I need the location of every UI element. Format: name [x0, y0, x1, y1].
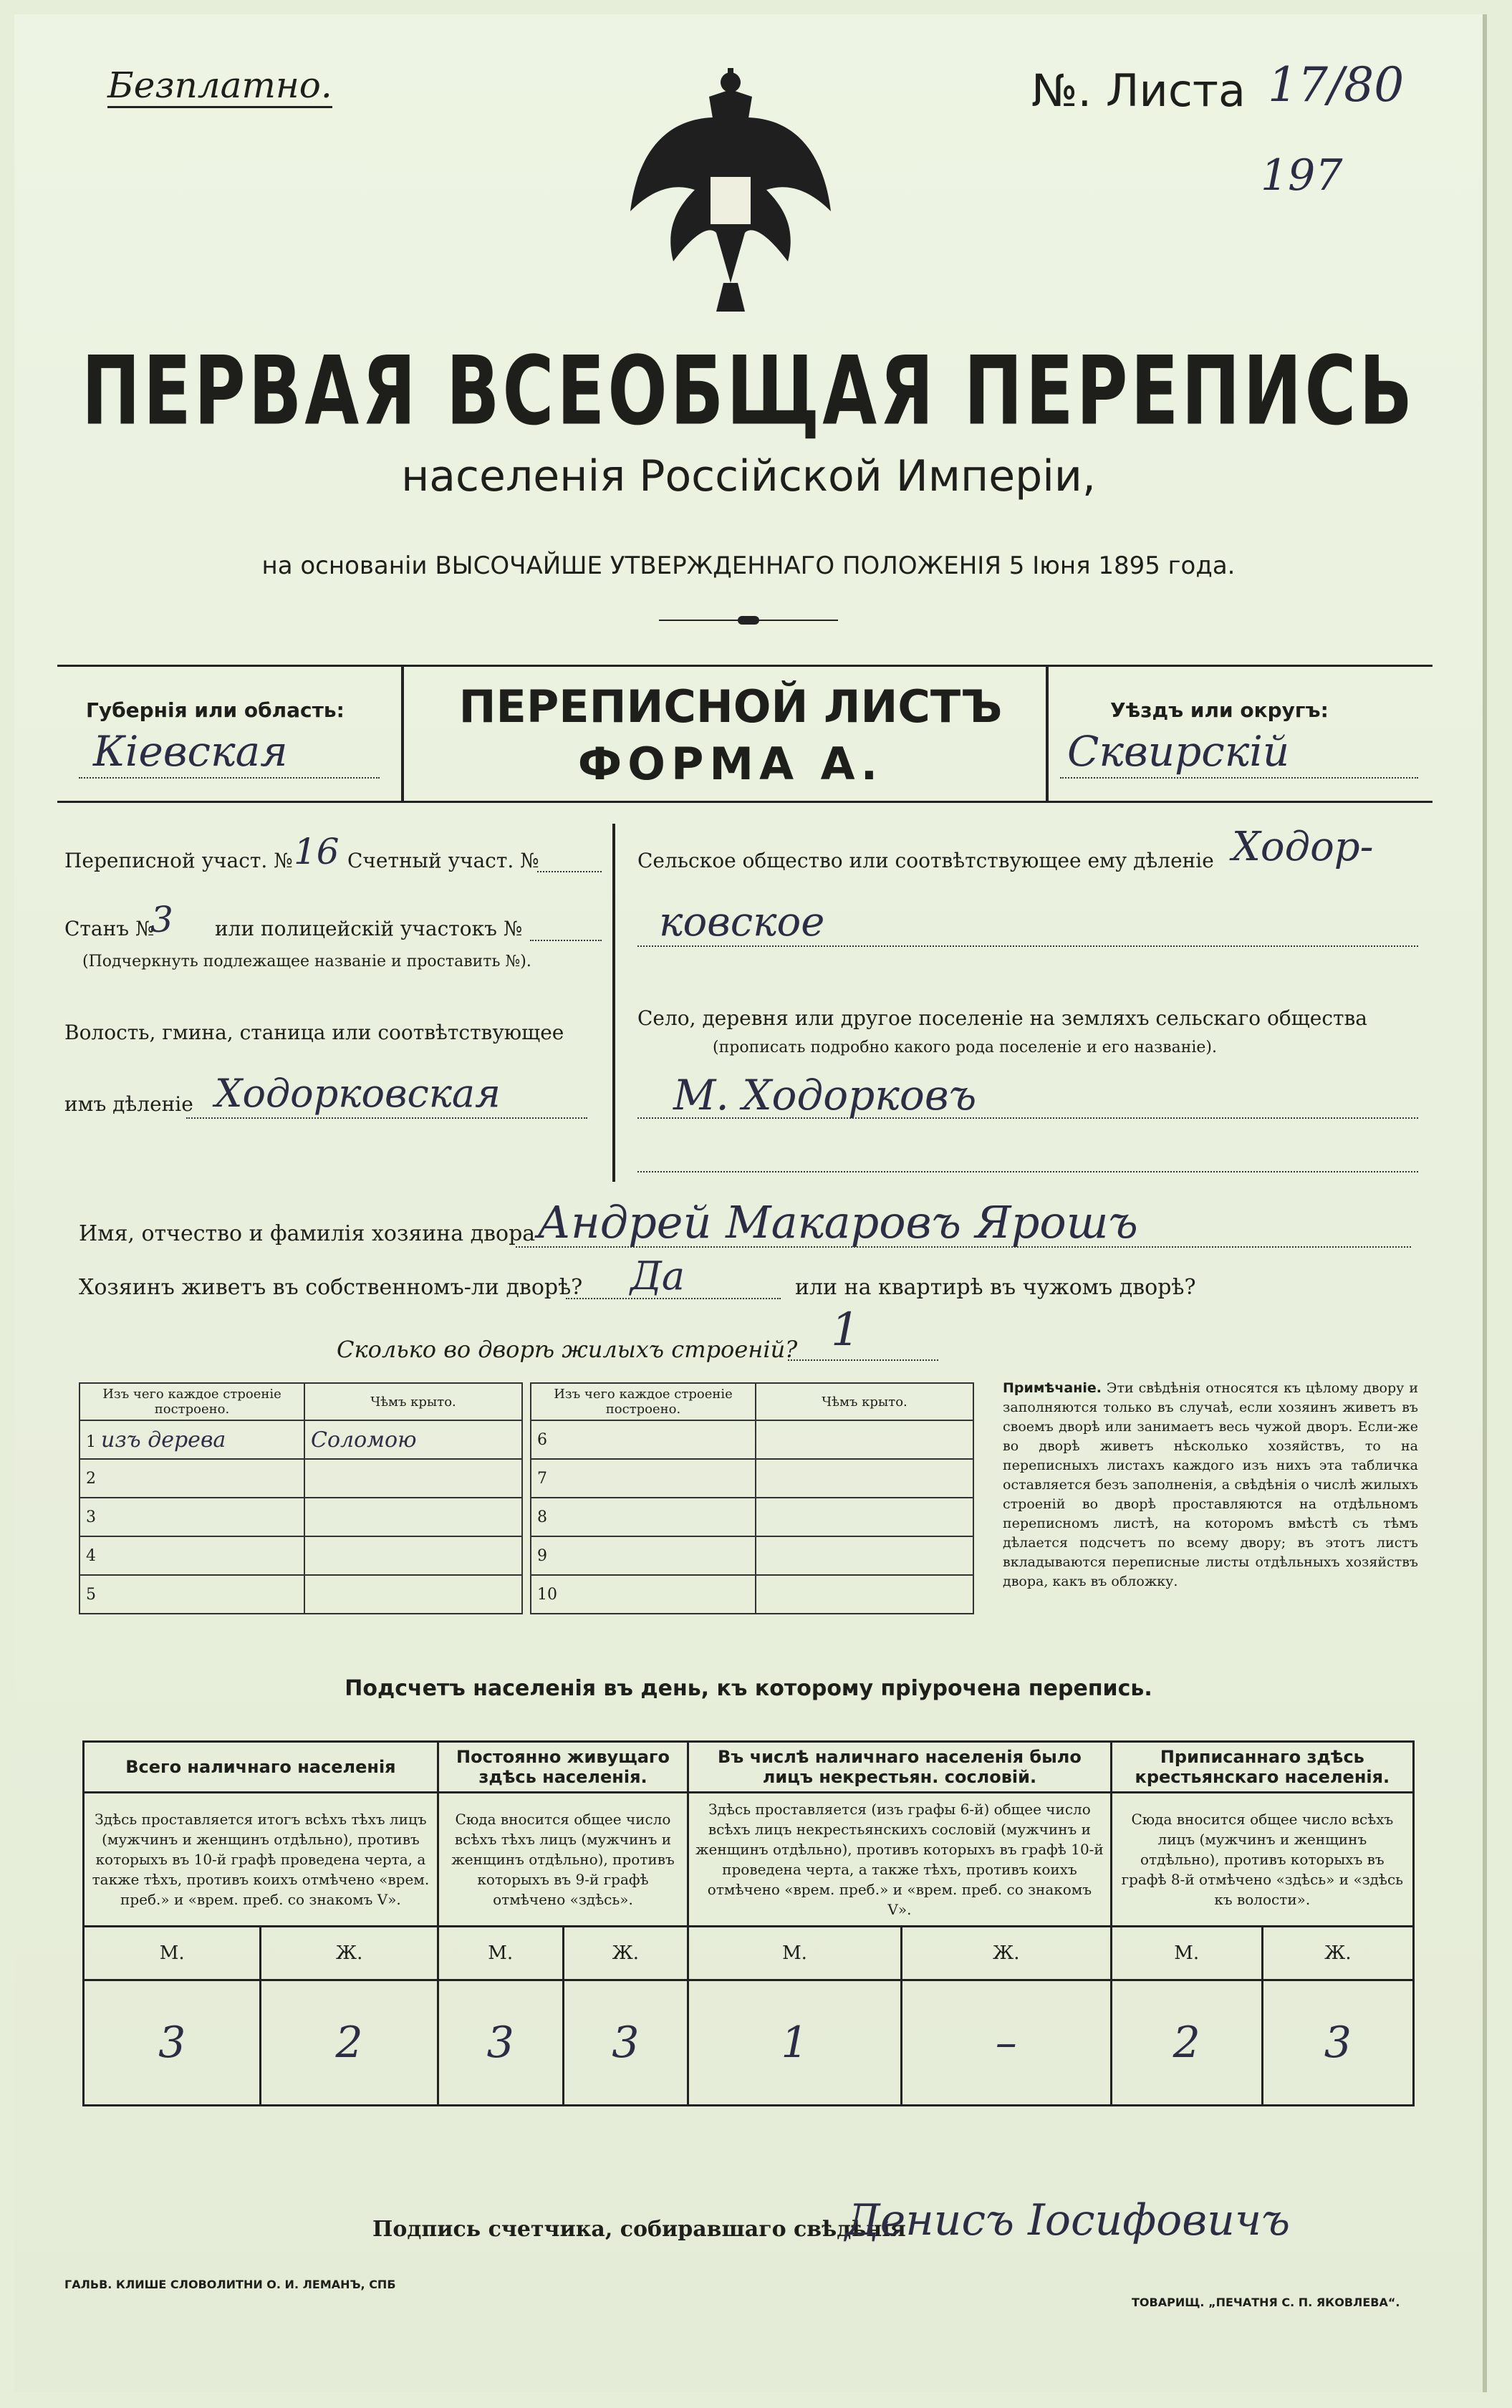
f-label: Ж.	[261, 1927, 438, 1980]
count-values-row	[84, 1980, 1414, 2106]
count-head-registered: Приписаннаго здѣсь крестьянскаго населенія.	[1111, 1742, 1413, 1793]
note-text: Эти свѣдѣнія относятся къ цѣлому двору и заполняются только въ случаѣ, если хозяинъ живетъ въ своемъ дворѣ или занимаетъ весь чужой дворъ. Если-же во дворѣ живетъ нѣсколько хозяйствъ, то на переписныхъ листахъ каждого изъ нихъ эта табличка оставляется безъ заполненія, а свѣдѣнія о числѣ жилыхъ строеній во дворѣ проставляются на отдѣльномъ переписномъ листѣ, на которомъ вмѣстѣ съ тѣмъ дѣлается подсчетъ по всему двору; въ этотъ листъ вкладываются переписные листы отдѣльныхъ хозяйствъ двора, какъ въ обложку.	[1003, 1380, 1418, 1589]
sheet-number: 17/80	[1268, 57, 1405, 112]
total-male: 3	[84, 1980, 261, 2106]
banner-divider-right	[1046, 665, 1049, 803]
volost-label-2: имъ дѣленіе	[64, 1092, 193, 1116]
free-label: Безплатно.	[107, 64, 332, 108]
f-label: Ж.	[1262, 1927, 1413, 1980]
banner-top-rule	[57, 665, 1432, 667]
village-label: Село, деревня или другое поселеніе на земляхъ сельскаго общества	[637, 1006, 1367, 1030]
society-label: Сельское общество или соотвѣтствующее ему дѣленіе	[637, 849, 1214, 872]
owner-value: Андрей Макаровъ Ярошъ	[537, 1196, 1138, 1248]
f-label: Ж.	[563, 1927, 688, 1980]
signature-label: Подпись счетчика, собиравшаго свѣдѣнія	[372, 2217, 906, 2242]
m-label: М.	[688, 1927, 902, 1980]
table-row: 5	[80, 1575, 522, 1614]
f-label: Ж.	[901, 1927, 1111, 1980]
population-count-table	[82, 1740, 1415, 2106]
stan-value: 3	[150, 899, 173, 940]
underline-note: (Подчеркнуть подлежащее названіе и проставить №).	[82, 953, 531, 971]
count-desc-non-peasant: Здѣсь проставляется (изъ графы 6-й) общее число всѣхъ лицъ некрестьянскихъ сословій (мужчинъ и женщинъ отдѣльно), противъ которыхъ въ графѣ 10-й проведена черта, а также тѣхъ, противъ коихъ отмѣчено «врем. преб.» и «врем. преб. со знакомъ V».	[688, 1793, 1112, 1927]
col-material: Изъ чего каждое строеніе построено.	[531, 1383, 756, 1420]
registered-female: 3	[1262, 1980, 1413, 2106]
col-roof: Чѣмъ крыто.	[756, 1383, 973, 1420]
buildings-value: 1	[831, 1304, 860, 1357]
count-head-total: Всего наличнаго населенія	[84, 1742, 438, 1793]
non-peasant-female: –	[901, 1980, 1111, 2106]
village-value: М. Ходорковъ	[673, 1071, 977, 1119]
table-row: 10	[531, 1575, 973, 1614]
page-title: ПЕРВАЯ ВСЕОБЩАЯ ПЕРЕПИСЬ	[81, 337, 1416, 447]
stan-label: Станъ №	[64, 917, 155, 940]
owner-label: Имя, отчество и фамилія хозяина двора	[79, 1221, 536, 1246]
page-subtitle: населенія Россійской Имперіи,	[401, 451, 1096, 501]
form-name: ФОРМА А.	[577, 738, 884, 790]
registered-male: 2	[1111, 1980, 1262, 2106]
table-row: 4	[80, 1536, 522, 1575]
village-note: (прописать подробно какого рода поселеніе и его названіе).	[713, 1039, 1217, 1056]
gubernia-label: Губернія или область:	[86, 698, 345, 722]
census-district-label: Переписной участ. №	[64, 849, 293, 872]
gubernia-value: Кіевская	[93, 727, 288, 776]
own-yard-label: Хозяинъ живетъ въ собственномъ-ли дворѣ?	[79, 1275, 583, 1300]
buildings-label: Сколько во дворѣ жилыхъ строеній?	[337, 1336, 798, 1363]
legal-basis: на основаніи ВЫСОЧАЙШЕ УТВЕРЖДЕННАГО ПОЛОЖЕНІЯ 5 Іюня 1895 года.	[261, 552, 1236, 580]
count-head-non-peasant: Въ числѣ наличнаго населенія было лицъ некрестьян. сословій.	[688, 1742, 1112, 1793]
col-roof: Чѣмъ крыто.	[304, 1383, 522, 1420]
count-desc-total: Здѣсь проставляется итогъ всѣхъ тѣхъ лицъ (мужчинъ и женщинъ отдѣльно), противъ которыхъ въ 10-й графѣ проведена черта, а также тѣхъ, противъ коихъ отмѣчено «врем. преб.» и «врем. преб. со знакомъ V».	[84, 1793, 438, 1927]
uezd-label: Уѣздъ или округъ:	[1110, 698, 1329, 722]
m-label: М.	[1111, 1927, 1262, 1980]
sheet-extra-number: 197	[1261, 150, 1343, 201]
table-row: 9	[531, 1536, 973, 1575]
society-value: Ходор-	[1232, 824, 1374, 870]
banner-divider-left	[401, 665, 404, 803]
table-row: 8	[531, 1498, 973, 1536]
non-peasant-male: 1	[688, 1980, 902, 2106]
table-row: 3	[80, 1498, 522, 1536]
permanent-male: 3	[438, 1980, 563, 2106]
printer-left: ГАЛЬВ. КЛИШЕ СЛОВОЛИТНИ О. И. ЛЕМАНЪ, СПБ	[64, 2278, 396, 2291]
banner-bottom-rule	[57, 801, 1432, 803]
count-district-label: Счетный участ. №	[347, 849, 539, 872]
volost-value: Ходорковская	[215, 1071, 501, 1116]
society-value-cont: ковское	[659, 899, 825, 945]
printer-right: ТОВАРИЩ. „ПЕЧАТНЯ С. П. ЯКОВЛЕВА“.	[1132, 2296, 1400, 2309]
total-female: 2	[261, 1980, 438, 2106]
address-divider	[612, 824, 615, 1182]
note-block	[1003, 1379, 1418, 1591]
table-row: 7	[531, 1459, 973, 1498]
ornament-divider	[659, 616, 838, 625]
count-desc-registered: Сюда вносится общее число всѣхъ лицъ (мужчинъ и женщинъ отдѣльно), противъ которыхъ въ графѣ 8-й отмѣчено «здѣсь» и «здѣсь къ волости».	[1111, 1793, 1413, 1927]
census-district-value: 16	[294, 831, 340, 872]
imperial-eagle-icon	[623, 68, 838, 312]
count-title: Подсчетъ населенія въ день, къ которому пріурочена перепись.	[345, 1676, 1152, 1701]
uezd-value: Сквирскій	[1067, 727, 1290, 776]
signature: Денисъ Іосифовичъ	[845, 2195, 1291, 2245]
note-head: Примѣчаніе.	[1003, 1380, 1102, 1396]
census-sheet	[14, 14, 1487, 2392]
count-head-permanent: Постоянно живущаго здѣсь населенія.	[438, 1742, 688, 1793]
table-row: 6	[531, 1420, 973, 1459]
table-row: 2	[80, 1459, 522, 1498]
sheet-label: №. Листа	[1031, 64, 1246, 117]
police-district-label: или полицейскій участокъ №	[215, 917, 523, 940]
own-yard-value: Да	[630, 1253, 685, 1299]
m-label: М.	[438, 1927, 563, 1980]
rent-label: или на квартирѣ въ чужомъ дворѣ?	[795, 1275, 1196, 1300]
volost-label: Волость, гмина, станица или соотвѣтствующее	[64, 1021, 564, 1044]
table-row: 1 изъ дерева Соломою	[80, 1420, 522, 1459]
col-material: Изъ чего каждое строеніе построено.	[80, 1383, 304, 1420]
form-title: ПЕРЕПИСНОЙ ЛИСТЪ	[458, 680, 1003, 733]
permanent-female: 3	[563, 1980, 688, 2106]
building-table-right	[530, 1382, 974, 1614]
building-table-left	[79, 1382, 523, 1614]
count-desc-permanent: Сюда вносится общее число всѣхъ тѣхъ лицъ (мужчинъ и женщинъ отдѣльно), противъ которыхъ въ 9-й графѣ отмѣчено «здѣсь».	[438, 1793, 688, 1927]
m-label: М.	[84, 1927, 261, 1980]
